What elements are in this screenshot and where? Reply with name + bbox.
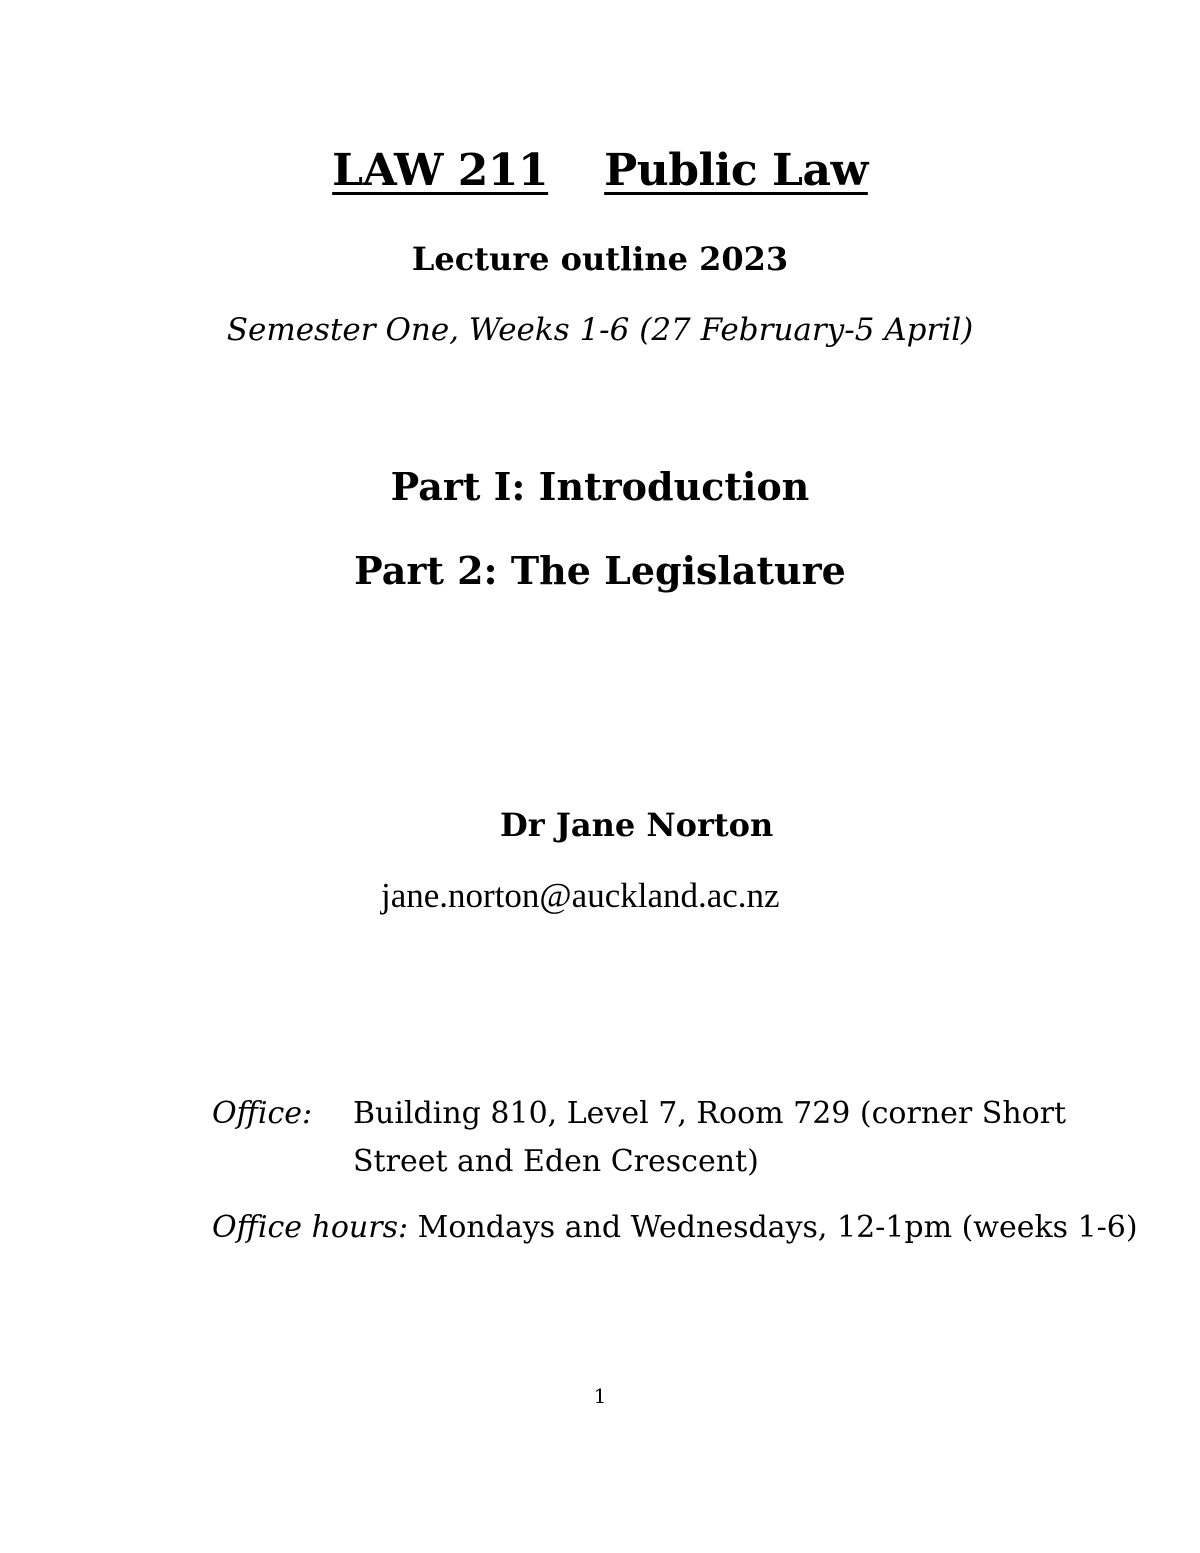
office-hours-value: Mondays and Wednesdays, 12-1pm (weeks 1-6) (417, 1210, 1138, 1245)
author-email[interactable]: jane.norton@auckland.ac.nz (381, 876, 780, 915)
office-label: Office: (212, 1096, 313, 1131)
office-location: Building 810, Level 7, Room 729 (corner Short Street and Eden Crescent) (353, 1096, 1067, 1179)
semester-dates: Semester One, Weeks 1-6 (27 February-5 April) (226, 312, 974, 348)
course-title (0, 145, 1200, 196)
course-name: Public Law (604, 145, 868, 196)
office-hours-label: Office hours: (212, 1210, 409, 1245)
office-hours-row (212, 1204, 1200, 1252)
part-2-heading: Part 2: The Legislature (354, 548, 846, 593)
course-code: LAW 211 (332, 145, 549, 196)
page-number: 1 (593, 1384, 607, 1408)
author-name: Dr Jane Norton (500, 806, 774, 844)
lecture-outline-heading: Lecture outline 2023 (411, 240, 789, 278)
part-1-heading: Part I: Introduction (390, 464, 810, 509)
